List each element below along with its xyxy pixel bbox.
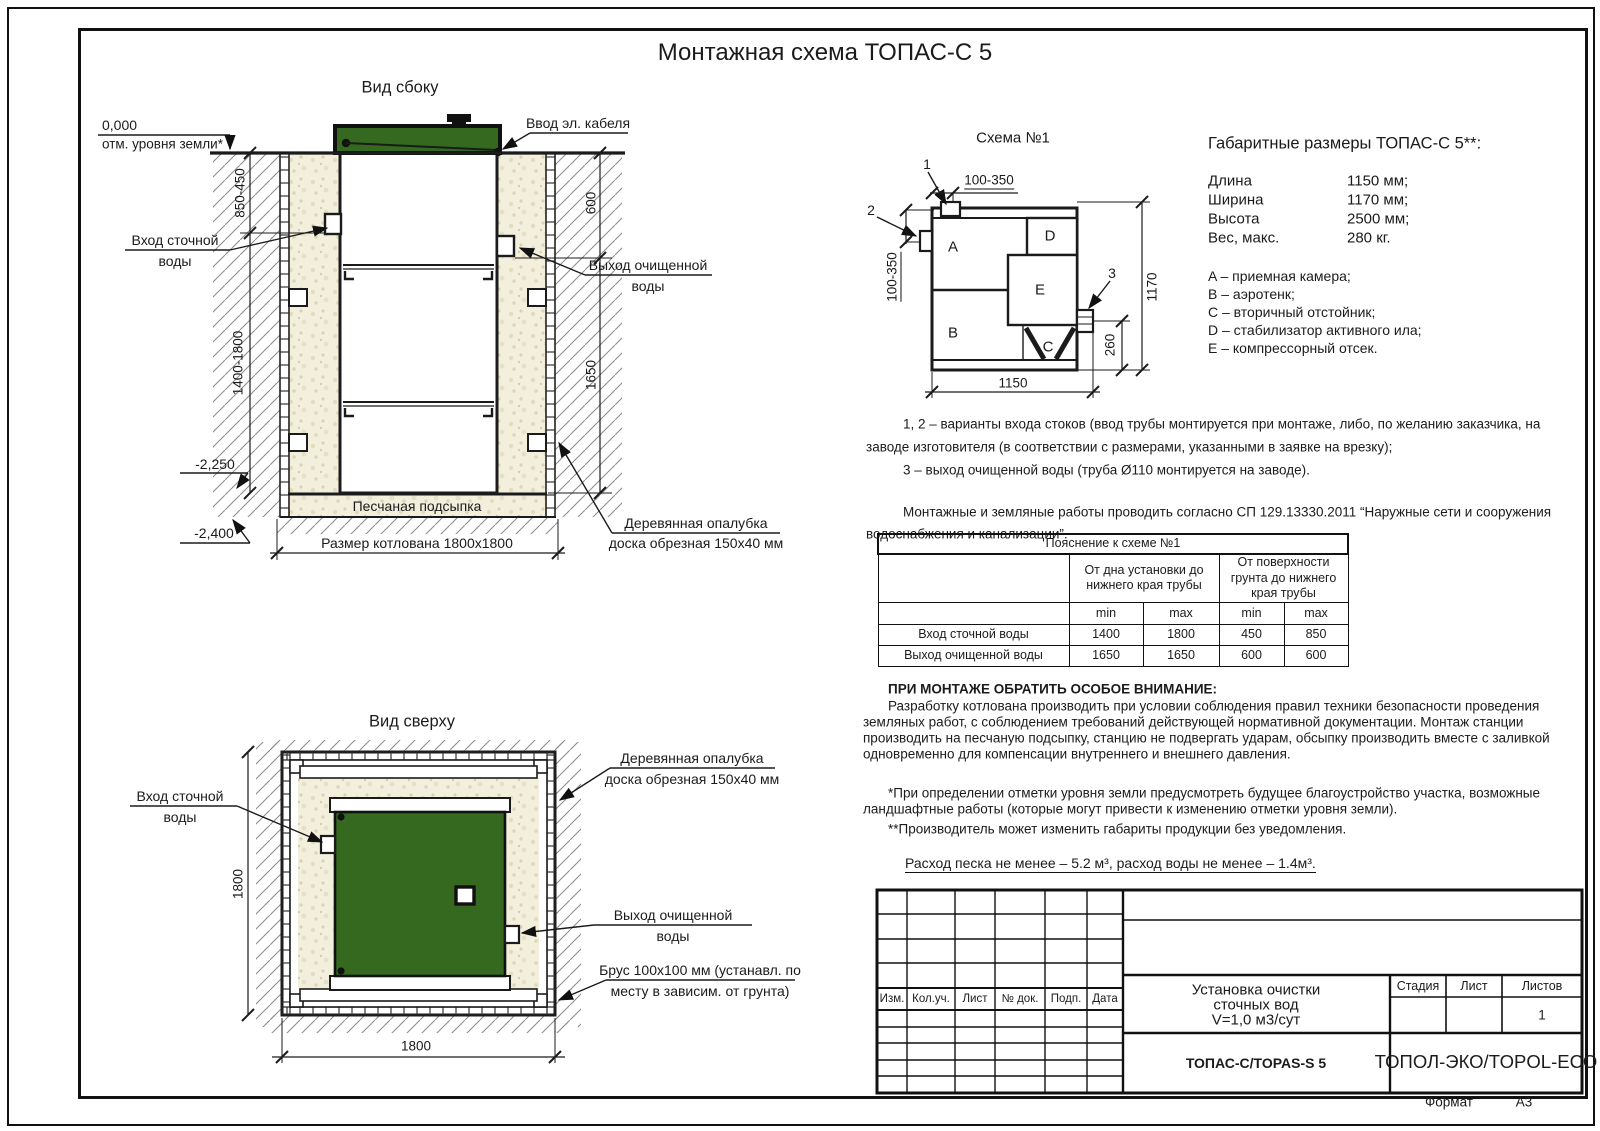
page-title: Монтажная схема ТОПАС-С 5 bbox=[657, 39, 993, 66]
note-line-2: заводе изготовителя (в соответствии с размерами, указанными в заявке на врезку); bbox=[866, 439, 1393, 455]
legend-b: B – аэротенк; bbox=[1208, 286, 1295, 302]
tank-lid-top bbox=[335, 812, 505, 976]
table-group-1: От дна установки до нижнего края трубы bbox=[1069, 554, 1219, 602]
tb-col-koluch: Кол.уч. bbox=[912, 993, 950, 1005]
legend-e: E – компрессорный отсек. bbox=[1208, 340, 1378, 356]
tb-col-izm: Изм. bbox=[879, 993, 905, 1005]
schema-title: Схема №1 bbox=[976, 129, 1050, 147]
formwork-label-top-1: Деревянная опалубка bbox=[620, 750, 764, 766]
footnote-line-3: **Производитель может изменить габариты продукции без уведомления. bbox=[888, 821, 1347, 837]
formwork-label-side-2: доска обрезная 150х40 мм bbox=[608, 535, 784, 551]
formwork-label-top-2: доска обрезная 150х40 мм bbox=[604, 771, 780, 787]
inlet-label-side-1: Вход сточной bbox=[131, 232, 219, 248]
warning-line-1: Разработку котлована производить при условии соблюдения правил техники безопасности проведения bbox=[888, 698, 1540, 714]
table-group-2: От поверхности грунта до нижнего края трубы bbox=[1219, 554, 1348, 602]
table-row: Вход сточной воды 1400 1800 450 850 bbox=[878, 624, 1348, 645]
th-max-2: max bbox=[1284, 602, 1348, 624]
legend-c: C – вторичный отстойник; bbox=[1208, 304, 1376, 320]
compartment-a: A bbox=[947, 238, 959, 256]
outlet-label-side-2: воды bbox=[631, 278, 665, 294]
beam-label-2: месту в зависим. от грунта) bbox=[610, 983, 790, 999]
schema-dim-top: 100-350 bbox=[964, 172, 1014, 188]
compartment-e: E bbox=[1034, 281, 1046, 299]
table-title: Пояснение к схеме №1 bbox=[878, 534, 1348, 554]
row-label: Вход сточной воды bbox=[878, 624, 1069, 645]
tb-stage-header: Стадия bbox=[1396, 979, 1440, 993]
tb-company: ТОПОЛ-ЭКО/TOPOL-ECO bbox=[1374, 1051, 1598, 1072]
consumption-note: Расход песка не менее – 5.2 м³, расход воды не менее – 1.4м³. bbox=[905, 855, 1316, 871]
format-value: А3 bbox=[1515, 1094, 1533, 1110]
zero-note: отм. уровня земли* bbox=[102, 136, 223, 152]
tb-doc-line-1: Установка очистки bbox=[1191, 981, 1321, 999]
spec-label-0: Длина bbox=[1208, 172, 1252, 190]
inlet-label-side-2: воды bbox=[158, 253, 192, 269]
side-view-drawing bbox=[98, 114, 780, 560]
tb-model: ТОПАС-С/TOPAS-S 5 bbox=[1185, 1055, 1327, 1071]
legend-a: A – приемная камера; bbox=[1208, 268, 1351, 284]
table-row: Выход очищенной воды 1650 1650 600 600 bbox=[878, 645, 1348, 666]
tb-col-podp: Подп. bbox=[1050, 993, 1082, 1005]
specs-heading: Габаритные размеры ТОПАС-С 5**: bbox=[1208, 134, 1482, 153]
schema-callout-2: 2 bbox=[867, 202, 875, 218]
dim-v-1800: 1800 bbox=[230, 868, 246, 900]
legend-d: D – стабилизатор активного ила; bbox=[1208, 322, 1422, 338]
format-label: Формат bbox=[1425, 1094, 1473, 1110]
pit-size-label: Размер котлована 1800х1800 bbox=[321, 535, 513, 551]
schema-callout-3: 3 bbox=[1108, 265, 1116, 281]
schema-dim-left: 100-350 bbox=[884, 252, 900, 302]
warning-line-3: производить на песчаную подсыпку, станцию не подвергать ударам, обсыпку производить вместе с заливкой bbox=[863, 730, 1550, 746]
footnote-line-1: *При определении отметки уровня земли предусмотреть будущее благоустройство участка, возможные bbox=[888, 785, 1541, 801]
dim-1650: 1650 bbox=[583, 359, 599, 391]
inlet-stub-top bbox=[321, 836, 335, 853]
dim-1400-1800: 1400-1800 bbox=[230, 330, 246, 396]
outlet-label-top-1: Выход очищенной bbox=[613, 907, 733, 923]
tb-doc-line-2: сточных вод bbox=[1213, 996, 1299, 1014]
top-view-drawing bbox=[130, 740, 795, 1063]
top-view-title: Вид сверху bbox=[369, 712, 455, 731]
warning-line-4: одновременно для компенсации внутреннего и внешнего давления. bbox=[863, 746, 1291, 762]
vent-top bbox=[456, 887, 474, 904]
footnote-line-2: ландшафтные работы (которые могут привести к изменению отметки уровня земли). bbox=[863, 801, 1398, 817]
th-min-1: min bbox=[1069, 602, 1143, 624]
spec-label-2: Высота bbox=[1208, 210, 1260, 228]
sp-note-line-2: водоснабжения и канализации”. bbox=[866, 526, 1068, 542]
spec-label-1: Ширина bbox=[1208, 191, 1264, 209]
spec-value-3: 280 кг. bbox=[1347, 229, 1391, 247]
dim-600: 600 bbox=[583, 191, 599, 215]
sp-note-line-1: Монтажные и земляные работы проводить согласно СП 129.13330.2011 “Наружные сети и сооружения bbox=[903, 504, 1552, 520]
inlet-label-top-1: Вход сточной bbox=[136, 788, 224, 804]
th-min-2: min bbox=[1219, 602, 1284, 624]
compartment-d: D bbox=[1044, 227, 1056, 245]
outlet-stub-side bbox=[497, 236, 514, 256]
th-max-1: max bbox=[1143, 602, 1219, 624]
zero-mark: 0,000 bbox=[102, 117, 138, 133]
mark-2400: -2,400 bbox=[194, 525, 234, 541]
row-label: Выход очищенной воды bbox=[878, 645, 1069, 666]
tb-sheets-value: 1 bbox=[1538, 1007, 1546, 1023]
explanation-table bbox=[877, 533, 1349, 667]
cable-label: Ввод эл. кабеля bbox=[525, 115, 631, 131]
tb-sheet-header: Лист bbox=[1460, 979, 1488, 993]
mark-2250: -2,250 bbox=[195, 456, 235, 472]
tb-col-list: Лист bbox=[962, 993, 988, 1005]
tb-sheets-header: Листов bbox=[1521, 979, 1563, 993]
inlet-stub-side bbox=[325, 214, 341, 234]
schema-callout-1: 1 bbox=[923, 156, 931, 172]
schema-drawing bbox=[877, 172, 1150, 398]
side-view-title: Вид сбоку bbox=[361, 78, 439, 97]
beam-label-1: Брус 100х100 мм (устанавл. по bbox=[599, 962, 801, 978]
outlet-stub-top bbox=[505, 926, 519, 943]
tank-body bbox=[340, 153, 497, 493]
schema-dim-1170: 1170 bbox=[1144, 272, 1160, 302]
vent-cap bbox=[447, 114, 471, 122]
sand-bed-label: Песчаная подсыпка bbox=[352, 498, 482, 514]
inlet-label-top-2: воды bbox=[163, 809, 197, 825]
formwork-label-side-1: Деревянная опалубка bbox=[624, 515, 768, 531]
note-line-3: 3 – выход очищенной воды (труба Ø110 монтируется на заводе). bbox=[903, 462, 1310, 478]
spec-value-1: 1170 мм; bbox=[1347, 191, 1409, 209]
warning-heading: ПРИ МОНТАЖЕ ОБРАТИТЬ ОСОБОЕ ВНИМАНИЕ: bbox=[888, 681, 1218, 697]
table-corner bbox=[878, 554, 1069, 602]
outlet-label-side-1: Выход очищенной bbox=[588, 257, 708, 273]
dim-850-450: 850-450 bbox=[232, 168, 248, 218]
spec-value-2: 2500 мм; bbox=[1347, 210, 1410, 228]
dim-h-1800: 1800 bbox=[400, 1038, 432, 1054]
compartment-c: C bbox=[1042, 338, 1054, 356]
tb-doc-line-3: V=1,0 м3/сут bbox=[1211, 1011, 1301, 1029]
spec-value-0: 1150 мм; bbox=[1347, 172, 1409, 190]
note-line-1: 1, 2 – варианты входа стоков (ввод трубы монтируется при монтаже, либо, по желанию заказчика, на bbox=[903, 416, 1541, 432]
outlet-label-top-2: воды bbox=[656, 928, 690, 944]
tb-col-data: Дата bbox=[1092, 993, 1118, 1005]
tb-col-ndok: № док. bbox=[1001, 993, 1039, 1005]
warning-line-2: земляных работ, с соблюдением требований действующей нормативной документации. Монтаж станции bbox=[863, 714, 1524, 730]
schema-dim-1150: 1150 bbox=[998, 375, 1028, 391]
schema-dim-260: 260 bbox=[1102, 333, 1118, 357]
compartment-b: B bbox=[947, 324, 959, 342]
spec-label-3: Вес, макс. bbox=[1208, 229, 1280, 247]
